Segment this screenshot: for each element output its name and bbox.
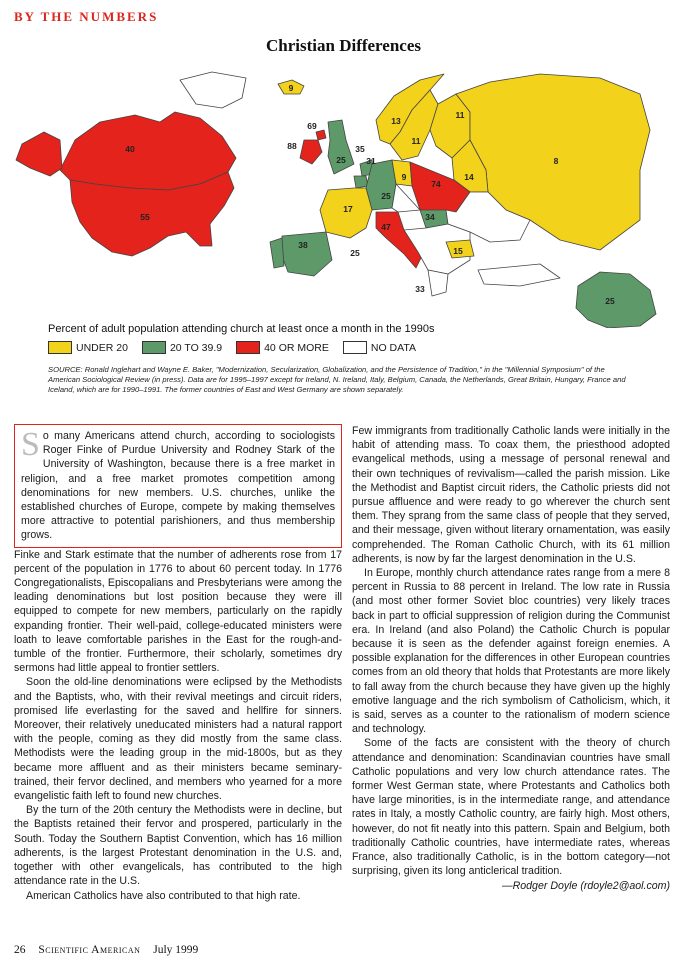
legend-swatch: [142, 341, 166, 354]
map-value-w-germany: 25: [381, 191, 391, 201]
map-value-n-ireland: 69: [307, 121, 317, 131]
region-ireland: [300, 140, 322, 164]
legend-swatch: [48, 341, 72, 354]
legend-swatch: [236, 341, 260, 354]
page-number: 26: [14, 944, 26, 956]
legend-swatch: [343, 341, 367, 354]
drop-cap: S: [21, 426, 40, 463]
paragraph: American Catholics have also contributed to that high rate.: [26, 889, 301, 902]
legend-item-no-data: [343, 341, 416, 354]
map-title: Christian Differences: [265, 36, 422, 55]
paragraph: [352, 736, 670, 892]
article-right-column: [352, 424, 670, 893]
map-value-usa: 55: [140, 212, 150, 222]
legend-title: Percent of adult population attending church at least once a month in the 1990s: [48, 323, 435, 335]
map-value-sweden: 11: [411, 136, 421, 146]
section-heading: BY THE NUMBERS: [14, 9, 159, 24]
page-footer: [14, 944, 208, 956]
legend-label: 40 OR MORE: [264, 341, 329, 354]
map-value-bulgaria: 15: [453, 246, 463, 256]
legend-item-40-plus: [236, 341, 329, 354]
map-value-portugal: 25: [350, 248, 360, 258]
map-value-australia: 25: [605, 296, 615, 306]
map-value-russia: 8: [553, 156, 559, 166]
magazine-name: Scientific American: [38, 944, 141, 956]
map-value-canada: 40: [125, 144, 135, 154]
legend-label: UNDER 20: [76, 341, 128, 354]
map-value-france: 17: [343, 204, 353, 214]
map-value-poland: 74: [431, 179, 441, 189]
legend-item-20-39: [142, 341, 222, 354]
region-portugal: [270, 238, 284, 268]
source-note: SOURCE: Ronald Inglehart and Wayne E. Baker, "Modernization, Secularization, Globalization, and the Persistence of Tradition," in the "Millennial Symposium" of the American Sociological Review (in press). Data are for 1995–1997 except for Ireland, N. Ireland, Italy, Belgium, Canada, the Netherlands, Great Britain, Hungary, France and Iceland, which are for 1990–1991. The former countries of East and West Germany are shown separately.: [48, 365, 626, 394]
region-n-ireland: [316, 130, 326, 140]
map-value-britain: 25: [336, 155, 346, 165]
legend-label: NO DATA: [370, 341, 416, 354]
attendance-map: [0, 60, 687, 328]
region-greenland: [180, 72, 246, 108]
region-australia: [576, 272, 656, 328]
paragraph: Soon the old-line denominations were eclipsed by the Methodists and the Baptists, who, with their revival meetings and circuit riders, promised life everlasting for the saved and hellfire for sinners. Moreover, their relatively uneducated ministers had a natural rapport with the people, coming as they did mostly from the same class. Methodists were the leading group in the mid-1800s, but as they became more affluent and as their ministers became seminary-trained, their fervor declined, and members who yearned for a more evangelistic faith left to found new churches.: [14, 676, 342, 803]
article-left-column: [14, 424, 342, 903]
region-canada: [60, 112, 236, 190]
region-alaska: [16, 132, 62, 176]
map-value-hungary: 34: [425, 212, 435, 222]
region-britain: [328, 120, 354, 174]
map-value-greece: 33: [415, 284, 425, 294]
map-value-e-germany: 9: [401, 172, 407, 182]
map-value-norway: 13: [391, 116, 401, 126]
region-turkey: [478, 264, 560, 286]
pull-quote-paragraph: [14, 424, 342, 548]
paragraph: In Europe, monthly church attendance rates range from a mere 8 percent in Russia to 88 percent in Ireland. The low rate in Russia (and most other former Soviet bloc countries) very likely traces back in part to official suppression of religion during the Communist era. In Ireland (and also Poland) the Catholic Church is popular because it is seen as the defender against foreign enemies. A possible explanation for the differences in other European countries comes from an old theory that holds that Protestants are more likely to fall away from the church because they have given up the highly emotive language and the rich symbolism of Catholicism, which, it is said, serves as a counter to the rationalism of modern science and technology.: [352, 567, 670, 736]
issue-date: July 1999: [153, 944, 199, 956]
legend-label: 20 TO 39.9: [169, 341, 223, 354]
map-value-belgium: 31: [366, 156, 376, 166]
map-value-netherlands: 35: [355, 144, 365, 154]
author-signature: —Rodger Doyle (rdoyle2@aol.com): [502, 879, 670, 892]
map-value-spain: 38: [298, 240, 308, 250]
pull-quote-text: o many Americans attend church, according to sociologists Roger Finke of Purdue University and Rodney Stark of the University of Washington, because there is a free market in religion, and a free market promotes competition among denominations for new members. U.S. churches, unlike the established churches of Europe, compete by making themselves more attractive to potential parishioners, and thus membership grows.: [21, 430, 335, 542]
map-value-baltic: 14: [464, 172, 474, 182]
region-belgium: [354, 176, 368, 188]
map-value-iceland: 9: [288, 83, 294, 93]
map-value-italy: 47: [381, 222, 391, 232]
paragraph: Finke and Stark estimate that the number of adherents rose from 17 percent of the population in 1776 to about 60 percent today. In 1776 Congregationalists, Episcopalians and Presbyterians were among the leading denominations but lost position because they were ill equipped to compete for new members, particularly on the rapidly expanding frontier. Their well-paid, college-educated ministers were loath to leave comfortable parishes in the East for the rough-and-tumble of the frontier. Furthermore, their scholarly, sometimes dry sermons had little appeal to frontier settlers.: [14, 548, 342, 675]
region-spain: [282, 232, 332, 276]
paragraph: Few immigrants from traditionally Catholic lands were initially in the habit of attending mass. To coax them, the priesthood adopted evangelical methods, using a message of personal renewal and their own techniques of revivalism—called the parish mission. Like the Methodist and Baptist circuit riders, the Catholic priests did not pursue affluence and were ready to go wherever the church sent them. They sprang from the same class of people that they served, and their message, given without literary ornamentation, was easily comprehended. The Roman Catholic Church, with its 61 million adherents, is now by far the largest denomination in the U.S.: [352, 425, 670, 565]
paragraph-text: Some of the facts are consistent with the theory of church attendance and denomination: Scandinavian countries have small Catholic populations and very low church attendance rates. The former West German state, where Protestants and Catholics both have large minorities, is in the intermediate range, and attendance rates in Italy, a mostly Catholic country, are fairly high. Most others, however, do not fit neatly into this pattern. Spain and Belgium, both traditionally Catholic countries, have intermediate rates, whereas France, also traditionally Catholic, is in the bottom category—not surprising, given its long anticlerical tradition.: [352, 737, 670, 878]
legend-item-under-20: [48, 341, 128, 354]
legend: [48, 341, 430, 354]
paragraph: By the turn of the 20th century the Methodists were in decline, but the Baptists retained their fervor and prospered, particularly in the South. Today the Southern Baptist Convention, which has 16 million adherents, is the largest Protestant denomination in the U.S. and, together with other evangelicals, has contributed to the high attendance rate in the U.S.: [14, 804, 342, 888]
region-greece: [428, 270, 448, 296]
map-value-finland: 11: [455, 110, 465, 120]
map-value-ireland: 88: [287, 141, 297, 151]
